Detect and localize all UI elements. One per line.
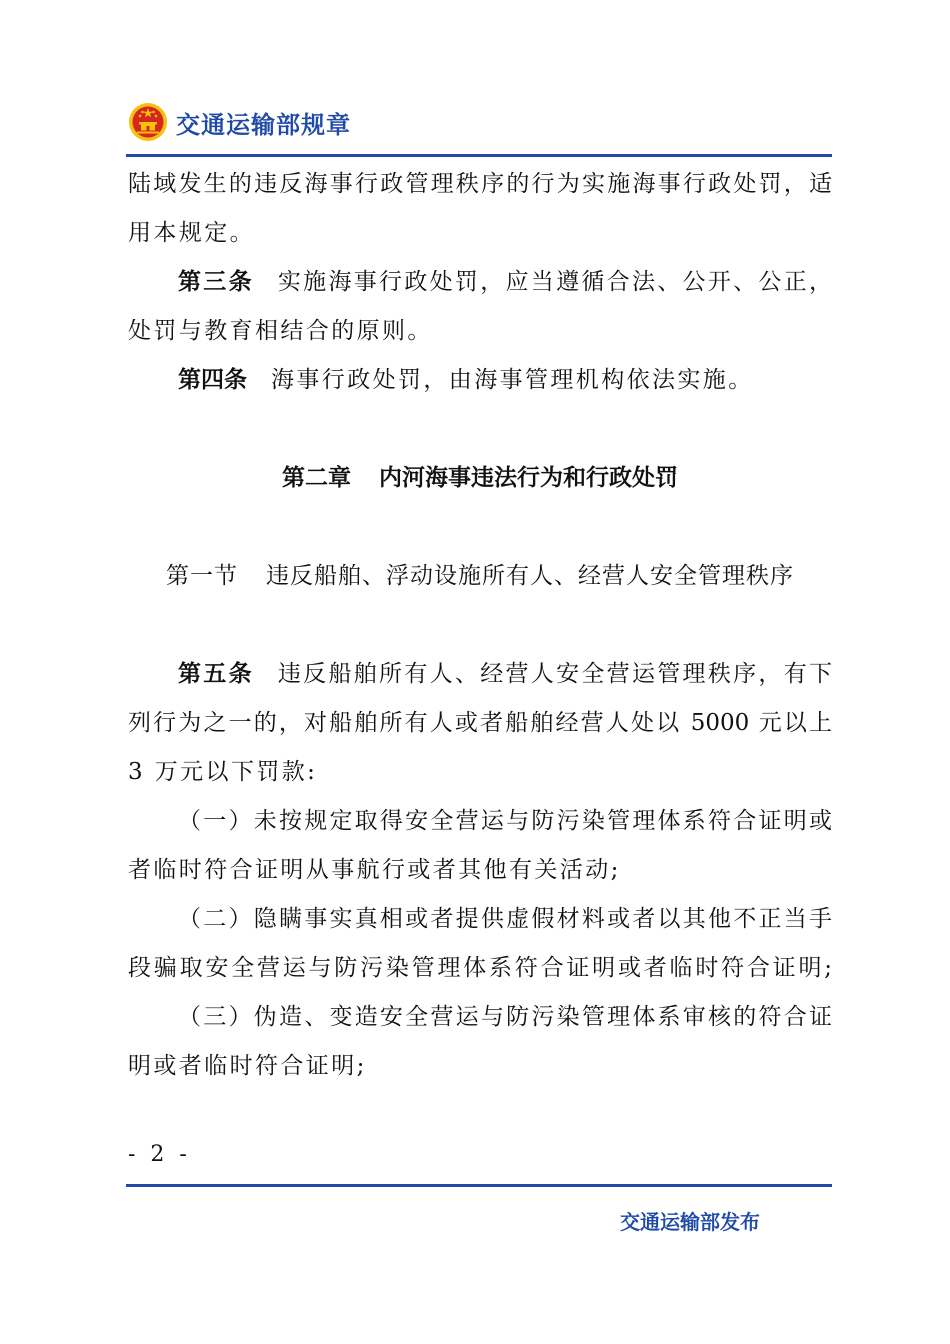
footer-divider [126, 1184, 832, 1187]
article-text: 实施海事行政处罚，应当遵循合法、公开、公正， [277, 269, 832, 295]
paragraph-line: 处罚与教育相结合的原则。 [128, 318, 433, 344]
article-3-line [128, 258, 832, 307]
page-number: - 2 - [128, 1142, 191, 1167]
article-text: 海事行政处罚，由海事管理机构依法实施。 [271, 367, 754, 393]
chapter-heading [128, 454, 832, 503]
paragraph-line: 用本规定。 [128, 220, 255, 246]
paragraph-line: 列行为之一的，对船舶所有人或者船舶经营人处以 5000 元以上 [128, 710, 832, 736]
article-text: 违反船舶所有人、经营人安全营运管理秩序，有下 [277, 661, 832, 687]
header-divider [126, 154, 832, 157]
list-item-line: （一）未按规定取得安全营运与防污染管理体系符合证明或 [178, 808, 832, 834]
list-item-line: 段骗取安全营运与防污染管理体系符合证明或者临时符合证明; [128, 955, 832, 981]
section-title: 违反船舶、浮动设施所有人、经营人安全管理秩序 [266, 563, 794, 589]
article-4-line [128, 356, 832, 405]
article-label: 第五条 [178, 661, 254, 687]
page-header [128, 98, 351, 146]
article-label: 第四条 [178, 367, 247, 393]
paragraph-line: 3 万元以下罚款: [128, 759, 318, 785]
list-item-line: （三）伪造、变造安全营运与防污染管理体系审核的符合证 [178, 1004, 832, 1030]
article-label: 第三条 [178, 269, 254, 295]
article-5-line [128, 650, 832, 699]
list-item-line: （二）隐瞒事实真相或者提供虚假材料或者以其他不正当手 [178, 906, 832, 932]
chapter-number: 第二章 [282, 465, 351, 491]
paragraph-line: 陆域发生的违反海事行政管理秩序的行为实施海事行政处罚，适 [128, 171, 832, 197]
national-emblem-icon [128, 102, 168, 142]
footer-publisher: 交通运输部发布 [620, 1210, 760, 1234]
document-body [128, 160, 832, 1091]
chapter-title: 内河海事违法行为和行政处罚 [379, 465, 678, 491]
section-number: 第一节 [166, 563, 238, 589]
list-item-line: 者临时符合证明从事航行或者其他有关活动; [128, 857, 621, 883]
section-heading [128, 552, 832, 601]
header-title: 交通运输部规章 [176, 110, 351, 139]
list-item-line: 明或者临时符合证明; [128, 1053, 367, 1079]
